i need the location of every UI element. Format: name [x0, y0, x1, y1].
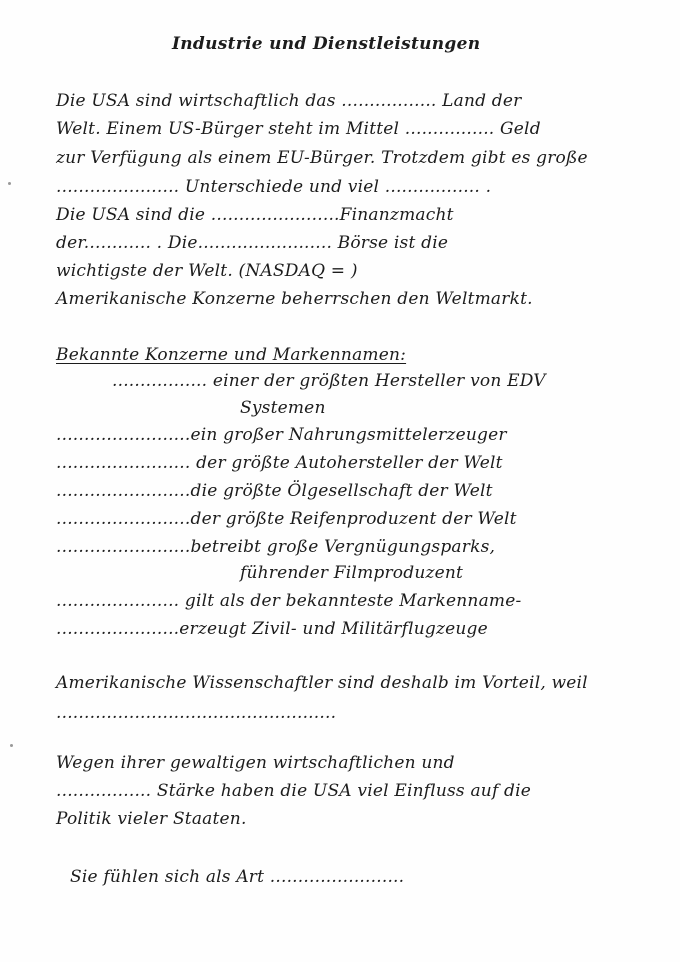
page-title: Industrie und Dienstleistungen: [172, 34, 481, 54]
science-line-1: Amerikanische Wissenschaftler sind deshalb im Vorteil, weil: [56, 673, 588, 693]
strength-line-2: ................. Stärke haben die USA viel Einfluss auf die: [56, 781, 532, 801]
strength-line-1: Wegen ihrer gewaltigen wirtschaftlichen und: [56, 753, 455, 773]
scan-speck: [8, 182, 11, 185]
paragraph1-line-3: zur Verfügung als einem EU-Bürger. Trotzdem gibt es große: [56, 148, 588, 168]
strength-line-3: Politik vieler Staaten.: [56, 809, 247, 829]
paragraph1-line-4: ...................... Unterschiede und viel ................. .: [56, 177, 492, 197]
closing-line: Sie fühlen sich als Art ........................: [70, 867, 405, 887]
company-line-1-cont: Systemen: [240, 398, 326, 418]
company-line-1: ................. einer der größten Hersteller von EDV: [112, 371, 546, 391]
paragraph1-line-8: Amerikanische Konzerne beherrschen den Weltmarkt.: [56, 289, 533, 309]
company-line-3: ........................ der größte Autohersteller der Welt: [56, 453, 503, 473]
company-line-8: ......................erzeugt Zivil- und Militärflugzeuge: [56, 619, 488, 639]
paragraph1-line-6: der............ . Die........................ Börse ist die: [56, 233, 449, 253]
company-line-7: ...................... gilt als der bekannteste Markenname-: [56, 591, 522, 611]
paragraph1-line-2: Welt. Einem US-Bürger steht im Mittel ................ Geld: [56, 119, 541, 139]
scan-speck: [10, 744, 13, 747]
paragraph1-line-7: wichtigste der Welt. (NASDAQ = ): [56, 261, 358, 281]
paragraph1-line-1: Die USA sind wirtschaftlich das ................. Land der: [56, 91, 522, 111]
company-line-6: ........................betreibt große Vergnügungsparks,: [56, 537, 496, 557]
company-line-6-cont: führender Filmproduzent: [240, 563, 464, 583]
paragraph1-line-5: Die USA sind die .......................Finanzmacht: [56, 205, 454, 225]
section-heading: Bekannte Konzerne und Markennamen:: [56, 345, 407, 365]
science-line-2: ..................................................: [56, 703, 337, 723]
company-line-2: ........................ein großer Nahrungsmittelerzeuger: [56, 425, 507, 445]
company-line-4: ........................die größte Ölgesellschaft der Welt: [56, 481, 493, 501]
company-line-5: ........................der größte Reifenproduzent der Welt: [56, 509, 517, 529]
